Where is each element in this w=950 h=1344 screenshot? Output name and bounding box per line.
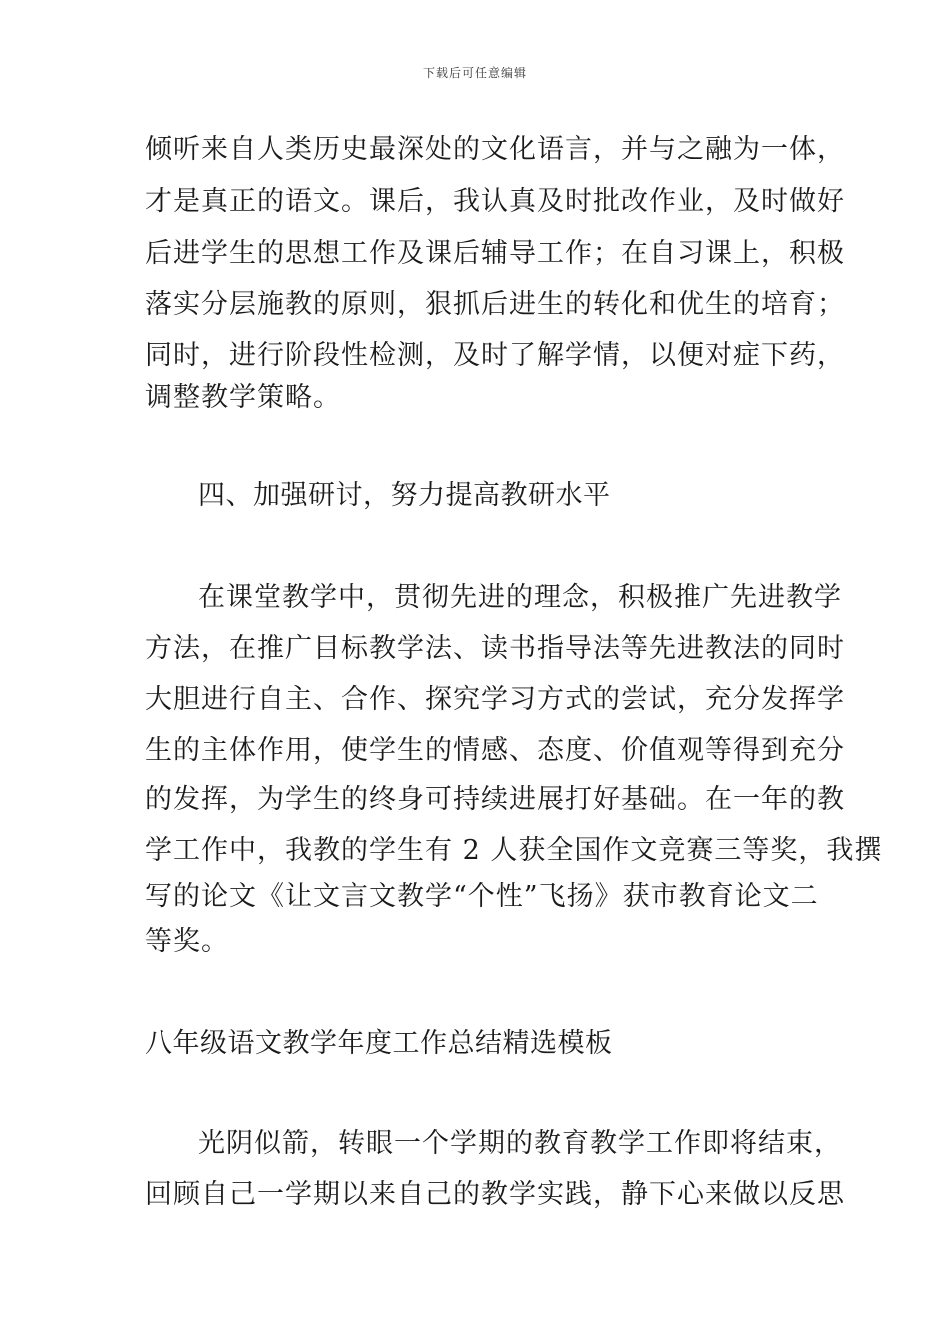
paragraph-line: 光阴似箭，转眼一个学期的教育教学工作即将结束， bbox=[198, 1128, 842, 1159]
paragraph-line: 生的主体作用，使学生的情感、态度、价值观等得到充分 bbox=[145, 735, 845, 766]
paragraph-line: 倾听来自人类历史最深处的文化语言，并与之融为一体， bbox=[145, 134, 845, 165]
paragraph-line: 回顾自己一学期以来自己的教学实践，静下心来做以反思 bbox=[145, 1179, 845, 1210]
paragraph-line: 等奖。 bbox=[145, 926, 229, 957]
paragraph-line: 同时，进行阶段性检测，及时了解学情，以便对症下药， bbox=[145, 340, 845, 371]
paragraph-line: 才是真正的语文。课后，我认真及时批改作业，及时做好 bbox=[145, 186, 845, 217]
paragraph-line: 学工作中，我教的学生有 2 人获全国作文竞赛三等奖，我撰 bbox=[145, 835, 883, 866]
paragraph-line: 落实分层施教的原则，狠抓后进生的转化和优生的培育； bbox=[145, 289, 845, 320]
paragraph-line: 方法，在推广目标教学法、读书指导法等先进教法的同时 bbox=[145, 633, 845, 664]
header-note: 下载后可任意编辑 bbox=[422, 66, 527, 80]
paragraph-line: 的发挥，为学生的终身可持续进展打好基础。在一年的教 bbox=[145, 784, 845, 815]
paragraph-line: 大胆进行自主、合作、探究学习方式的尝试，充分发挥学 bbox=[145, 684, 845, 715]
paragraph-line: 在课堂教学中，贯彻先进的理念，积极推广先进教学 bbox=[198, 582, 842, 613]
section-heading: 四、加强研讨，努力提高教研水平 bbox=[198, 480, 611, 511]
paragraph-line: 调整教学策略。 bbox=[145, 382, 341, 413]
paragraph-line: 写的论文《让文言文教学“个性”飞扬》获市教育论文二 bbox=[145, 881, 819, 912]
paragraph-line: 后进学生的思想工作及课后辅导工作；在自习课上，积极 bbox=[145, 238, 845, 269]
document-title: 八年级语文教学年度工作总结精选模板 bbox=[145, 1028, 613, 1059]
